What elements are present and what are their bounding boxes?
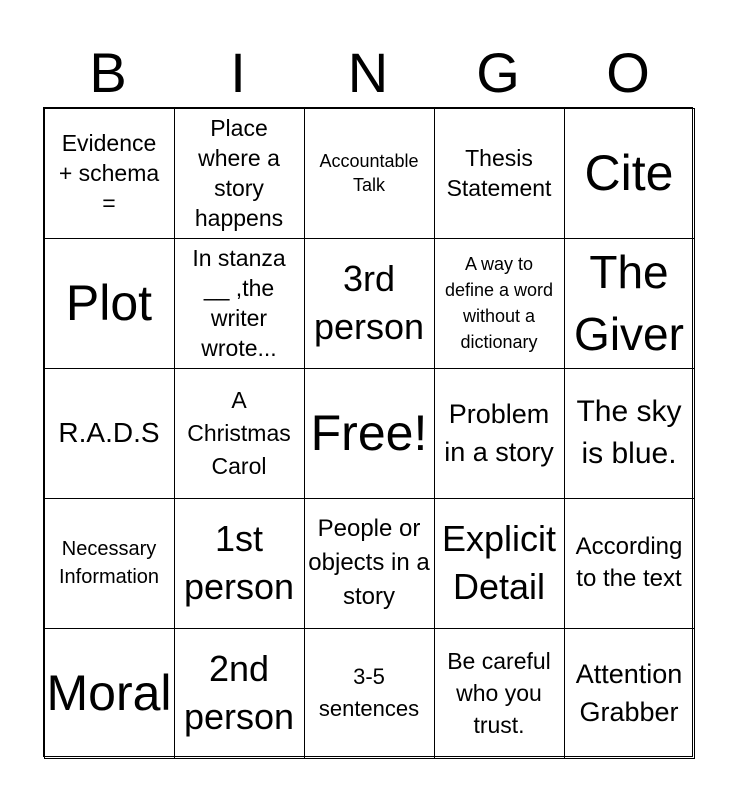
cell-text: Be careful who you trust. <box>447 648 551 738</box>
cell-text: In stanza __ ,the writer wrote... <box>192 245 286 361</box>
cell-text: The Giver <box>574 246 684 360</box>
bingo-cell[interactable] <box>564 628 695 759</box>
bingo-cell[interactable] <box>434 368 565 499</box>
cell-text: Accountable Talk <box>319 151 419 195</box>
bingo-cell[interactable] <box>304 368 435 499</box>
bingo-grid <box>43 107 693 757</box>
header-letter-b: B <box>89 41 127 104</box>
cell-text: Plot <box>65 275 153 331</box>
header-letter-n: N <box>347 41 389 104</box>
cell-text: Explicit Detail <box>441 518 557 607</box>
bingo-cell[interactable] <box>44 628 175 759</box>
header-letter-o: O <box>606 41 650 104</box>
cell-text: 1st person <box>183 518 295 607</box>
cell-text: Attention Grabber <box>575 659 683 727</box>
cell-text: Moral <box>46 665 172 721</box>
bingo-cell[interactable] <box>174 368 305 499</box>
bingo-cell[interactable] <box>434 238 565 369</box>
cell-text: 3rd person <box>313 258 425 347</box>
cell-text: Necessary Information <box>58 538 160 588</box>
cell-text: According to the text <box>575 533 683 592</box>
bingo-cell[interactable] <box>174 238 305 369</box>
bingo-cell[interactable] <box>44 238 175 369</box>
bingo-cell[interactable] <box>174 628 305 759</box>
cell-text: Evidence + schema = <box>58 130 160 216</box>
cell-text: Thesis Statement <box>446 145 552 201</box>
cell-text: A Christmas Carol <box>187 386 291 479</box>
cell-text: Free! <box>310 405 428 461</box>
bingo-header <box>43 40 693 106</box>
cell-text: The sky is blue. <box>576 395 682 470</box>
cell-text: 3-5 sentences <box>318 664 420 721</box>
bingo-cell[interactable] <box>174 108 305 239</box>
bingo-cell[interactable] <box>434 108 565 239</box>
bingo-cell[interactable] <box>44 108 175 239</box>
cell-text: Problem in a story <box>444 399 554 467</box>
bingo-cell[interactable] <box>304 238 435 369</box>
bingo-cell[interactable] <box>434 628 565 759</box>
header-letter-i: I <box>230 41 246 104</box>
bingo-cell[interactable] <box>564 108 695 239</box>
bingo-cell[interactable] <box>564 368 695 499</box>
bingo-cell[interactable] <box>44 368 175 499</box>
cell-text: A way to define a word without a dictionary <box>444 254 554 352</box>
cell-text: R.A.D.S <box>58 417 160 448</box>
bingo-cell[interactable] <box>44 498 175 629</box>
cell-text: Place where a story happens <box>194 115 284 231</box>
bingo-cell[interactable] <box>304 628 435 759</box>
bingo-cell[interactable] <box>304 498 435 629</box>
cell-text: 2nd person <box>183 648 295 737</box>
bingo-cell[interactable] <box>564 238 695 369</box>
bingo-cell[interactable] <box>304 108 435 239</box>
bingo-cell[interactable] <box>564 498 695 629</box>
cell-text: People or objects in a story <box>308 515 430 610</box>
bingo-cell[interactable] <box>434 498 565 629</box>
bingo-cell[interactable] <box>174 498 305 629</box>
cell-text: Cite <box>584 145 674 201</box>
header-letter-g: G <box>476 41 520 104</box>
